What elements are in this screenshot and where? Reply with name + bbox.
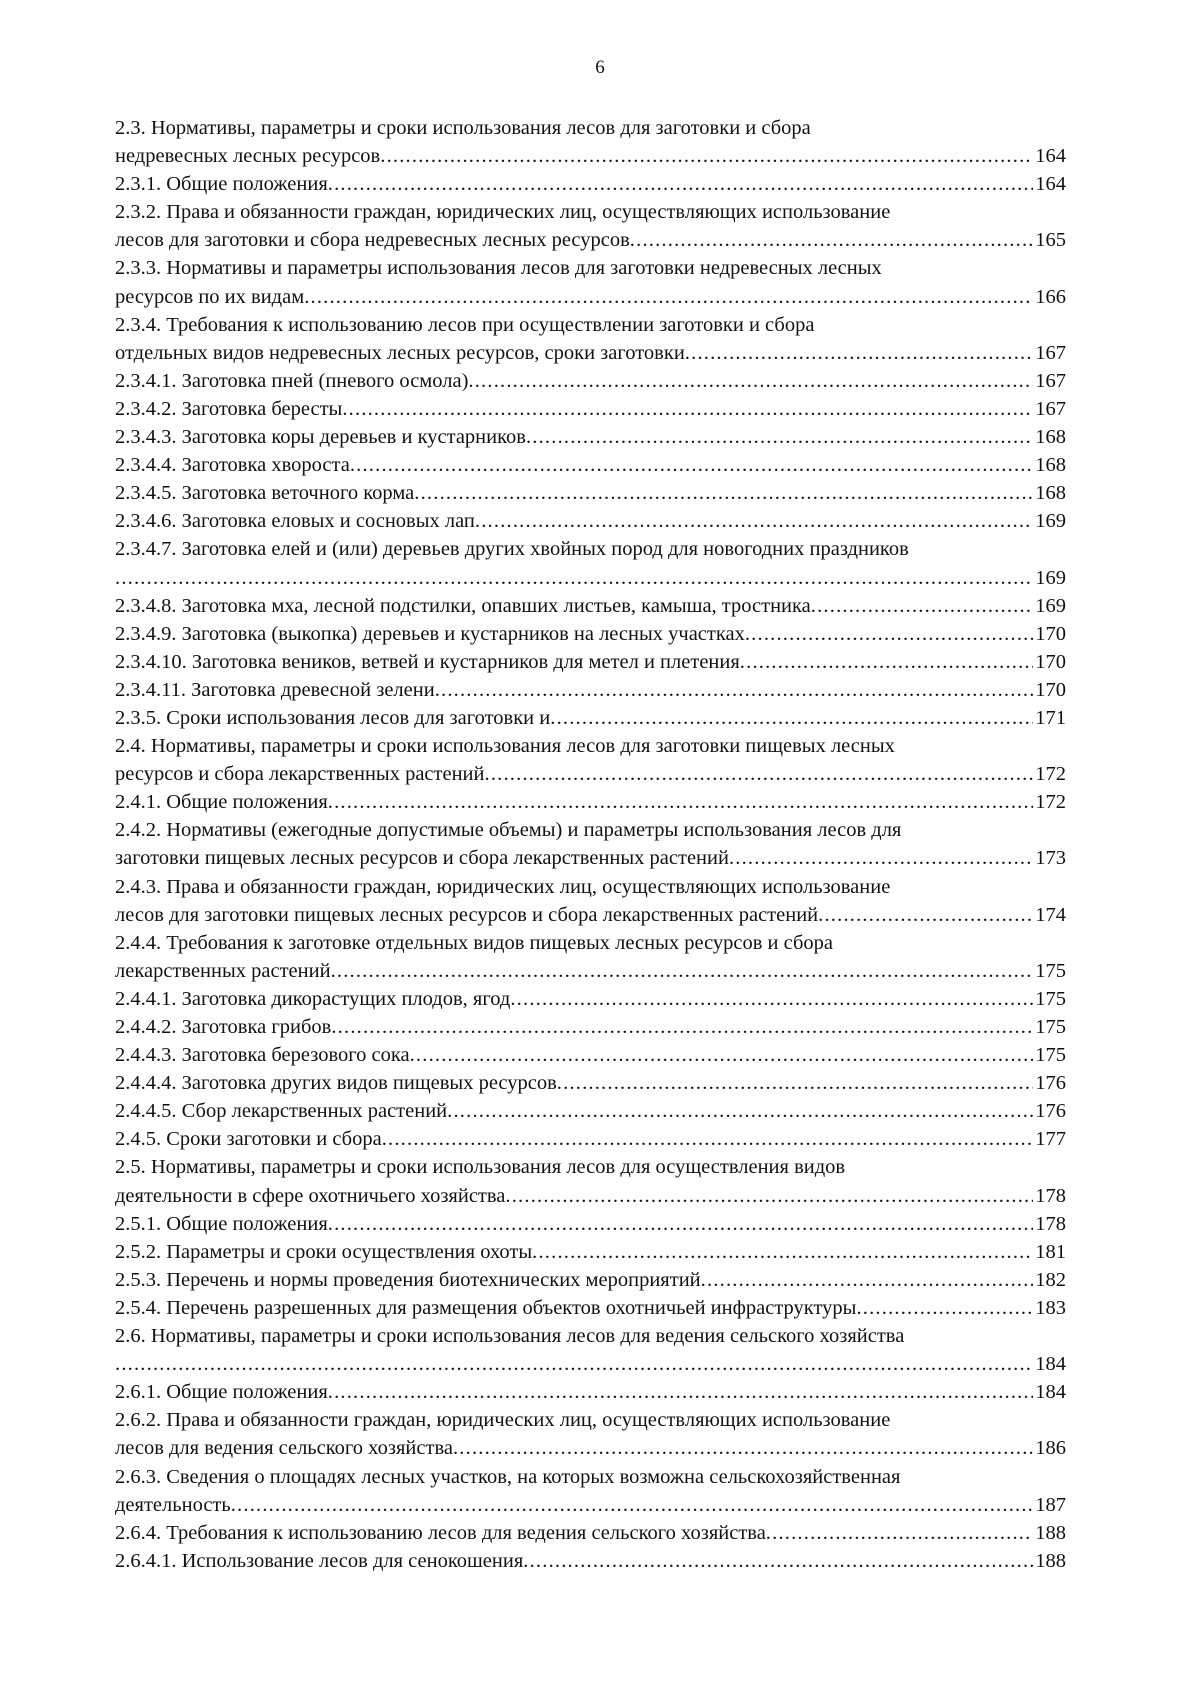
toc-entry-title-line: 2.4.5. Сроки заготовки и сбора bbox=[115, 1128, 382, 1151]
toc-entry bbox=[115, 1294, 1066, 1322]
toc-entry-last-line bbox=[115, 1013, 1066, 1041]
toc-entry-last-line bbox=[115, 1125, 1066, 1153]
dot-leader bbox=[729, 844, 1033, 872]
toc-entry bbox=[115, 704, 1066, 732]
dot-leader bbox=[811, 592, 1033, 620]
toc-entry bbox=[115, 1519, 1066, 1547]
toc-entry-title-line: 2.3.4.1. Заготовка пней (пневого осмола) bbox=[115, 369, 469, 392]
toc-entry-page-number: 188 bbox=[1035, 1549, 1066, 1572]
dot-leader bbox=[468, 367, 1033, 395]
toc-entry-last-line bbox=[115, 985, 1066, 1013]
toc-entry-last-line bbox=[115, 564, 1066, 592]
toc-entry-page-number: 173 bbox=[1035, 847, 1066, 870]
dot-leader bbox=[701, 1266, 1034, 1294]
toc-entry-title-line: 2.4.4.3. Заготовка березового сока bbox=[115, 1044, 410, 1067]
toc-entry-page-number: 176 bbox=[1035, 1072, 1066, 1095]
toc-entry bbox=[115, 114, 1066, 170]
toc-entry-last-line bbox=[115, 1547, 1066, 1575]
dot-leader bbox=[532, 1238, 1033, 1266]
toc-entry bbox=[115, 816, 1066, 872]
toc-entry-page-number: 168 bbox=[1035, 426, 1066, 449]
toc-entry-last-line bbox=[115, 1238, 1066, 1266]
dot-leader bbox=[380, 142, 1033, 170]
toc-entry-title-line: ресурсов по их видам bbox=[115, 285, 305, 308]
toc-entry-last-line bbox=[115, 142, 1066, 170]
toc-entry-title-line: 2.5.3. Перечень и нормы проведения биотехнических мероприятий bbox=[115, 1268, 701, 1291]
toc-entry-last-line bbox=[115, 1434, 1066, 1462]
toc-entry-title-line: деятельности в сфере охотничьего хозяйства bbox=[115, 1184, 506, 1207]
toc-entry-page-number: 182 bbox=[1035, 1268, 1066, 1291]
toc-entry-title-line: 2.4.3. Права и обязанности граждан, юридических лиц, осуществляющих использование bbox=[115, 875, 891, 898]
dot-leader bbox=[328, 1378, 1034, 1406]
toc-entry-title-line: 2.3.4.4. Заготовка хвороста bbox=[115, 454, 350, 477]
toc-entry-page-number: 168 bbox=[1035, 454, 1066, 477]
toc-entry-title-line: 2.3.4.7. Заготовка елей и (или) деревьев других хвойных пород для новогодних праздников bbox=[115, 538, 909, 561]
toc-entry-title-line: отдельных видов недревесных лесных ресурсов, сроки заготовки bbox=[115, 341, 685, 364]
toc-entry-last-line bbox=[115, 620, 1066, 648]
toc-entry bbox=[115, 732, 1066, 788]
toc-entry bbox=[115, 788, 1066, 816]
toc-entry-page-number: 187 bbox=[1035, 1493, 1066, 1516]
toc-entry-page-number: 169 bbox=[1035, 594, 1066, 617]
toc-entry bbox=[115, 1266, 1066, 1294]
dot-leader bbox=[350, 451, 1033, 479]
toc-entry bbox=[115, 198, 1066, 254]
toc-entry-title-line: 2.5.4. Перечень разрешенных для размещения объектов охотничьей инфраструктуры bbox=[115, 1296, 857, 1319]
toc-entry-last-line bbox=[115, 1182, 1066, 1210]
dot-leader bbox=[435, 676, 1034, 704]
toc-entry-last-line bbox=[115, 1294, 1066, 1322]
dot-leader bbox=[328, 788, 1034, 816]
toc-entry-title-line: 2.4.1. Общие положения bbox=[115, 791, 328, 814]
toc-entry-page-number: 166 bbox=[1035, 285, 1066, 308]
toc-entry-last-line bbox=[115, 760, 1066, 788]
toc-entry bbox=[115, 1153, 1066, 1209]
toc-entry bbox=[115, 254, 1066, 310]
dot-leader bbox=[526, 423, 1033, 451]
toc-entry-page-number: 172 bbox=[1035, 763, 1066, 786]
toc-entry-last-line bbox=[115, 1350, 1066, 1378]
dot-leader bbox=[745, 620, 1033, 648]
dot-leader bbox=[453, 1434, 1033, 1462]
toc-entry-last-line bbox=[115, 1097, 1066, 1125]
toc-entry-page-number: 164 bbox=[1035, 173, 1066, 196]
toc-entry bbox=[115, 592, 1066, 620]
dot-leader bbox=[510, 985, 1033, 1013]
dot-leader bbox=[818, 901, 1033, 929]
toc-entry-last-line bbox=[115, 479, 1066, 507]
toc-entry-page-number: 181 bbox=[1035, 1240, 1066, 1263]
toc-entry-last-line bbox=[115, 844, 1066, 872]
toc-entry-page-number: 164 bbox=[1035, 145, 1066, 168]
toc-entry bbox=[115, 1463, 1066, 1519]
toc-entry-page-number: 167 bbox=[1035, 341, 1066, 364]
toc-entry-last-line bbox=[115, 367, 1066, 395]
toc-entry-page-number: 175 bbox=[1035, 1016, 1066, 1038]
toc-entry-page-number: 169 bbox=[1035, 510, 1066, 533]
dot-leader bbox=[557, 1069, 1033, 1097]
dot-leader bbox=[331, 1013, 1033, 1041]
toc-entry-page-number: 175 bbox=[1035, 959, 1066, 982]
toc-entry bbox=[115, 1547, 1066, 1575]
toc-entry-page-number: 172 bbox=[1035, 791, 1066, 814]
dot-leader bbox=[115, 564, 1033, 592]
toc-entry-title-line: 2.5.1. Общие положения bbox=[115, 1212, 328, 1235]
toc-entry-last-line bbox=[115, 788, 1066, 816]
toc-entry-title-line: 2.5.2. Параметры и сроки осуществления охоты bbox=[115, 1240, 533, 1263]
toc-entry-last-line bbox=[115, 1069, 1066, 1097]
dot-leader bbox=[342, 395, 1033, 423]
toc-entry-title-line: 2.3.1. Общие положения bbox=[115, 173, 328, 196]
toc-entry-title-line: 2.4.4. Требования к заготовке отдельных видов пищевых лесных ресурсов и сбора bbox=[115, 931, 834, 954]
toc-entry-last-line bbox=[115, 704, 1066, 732]
dot-leader bbox=[304, 283, 1033, 311]
dot-leader bbox=[475, 507, 1033, 535]
toc-entry bbox=[115, 648, 1066, 676]
toc-entry-title-line: 2.3.4.11. Заготовка древесной зелени bbox=[115, 678, 435, 701]
toc-entry-title-line: 2.4.4.5. Сбор лекарственных растений bbox=[115, 1100, 448, 1123]
dot-leader bbox=[414, 479, 1033, 507]
toc-entry bbox=[115, 1125, 1066, 1153]
toc-entry-title-line: 2.6. Нормативы, параметры и сроки использования лесов для ведения сельского хозяйства bbox=[115, 1325, 905, 1348]
toc-entry bbox=[115, 1069, 1066, 1097]
toc-entry-last-line bbox=[115, 648, 1066, 676]
toc-entry-last-line bbox=[115, 283, 1066, 311]
dot-leader bbox=[630, 226, 1033, 254]
toc-entry-title-line: лесов для заготовки пищевых лесных ресурсов и сбора лекарственных растений bbox=[115, 903, 819, 926]
toc-entry bbox=[115, 1210, 1066, 1238]
toc-entry-page-number: 178 bbox=[1035, 1212, 1066, 1235]
toc-entry-title-line: 2.6.1. Общие положения bbox=[115, 1381, 328, 1404]
toc-entry-title-line: 2.3.4.5. Заготовка веточного корма bbox=[115, 482, 415, 505]
toc-entry-page-number: 168 bbox=[1035, 482, 1066, 505]
toc-entry-title-line: 2.3.4.6. Заготовка еловых и сосновых лап bbox=[115, 510, 475, 533]
toc-entry-title-line: 2.3.4.8. Заготовка мха, лесной подстилки, опавших листьев, камыша, тростника bbox=[115, 594, 811, 617]
toc-entry-page-number: 175 bbox=[1035, 987, 1066, 1010]
toc-entry-last-line bbox=[115, 1491, 1066, 1519]
toc-entry-title-line: ресурсов и сбора лекарственных растений bbox=[115, 763, 485, 786]
toc-entry-last-line bbox=[115, 226, 1066, 254]
toc-entry bbox=[115, 1322, 1066, 1378]
toc-entry-title-line: 2.4.4.2. Заготовка грибов bbox=[115, 1016, 332, 1038]
toc-entry-title-line: 2.5. Нормативы, параметры и сроки использования лесов для осуществления видов bbox=[115, 1156, 846, 1179]
toc-entry-title-line: недревесных лесных ресурсов bbox=[115, 145, 381, 168]
toc-entry-last-line bbox=[115, 1210, 1066, 1238]
toc-entry bbox=[115, 1041, 1066, 1069]
dot-leader bbox=[447, 1097, 1033, 1125]
toc-entry-page-number: 165 bbox=[1035, 229, 1066, 252]
toc-entry bbox=[115, 620, 1066, 648]
dot-leader bbox=[740, 648, 1033, 676]
toc-entry-last-line bbox=[115, 451, 1066, 479]
toc-entry bbox=[115, 367, 1066, 395]
toc-entry-title-line: 2.3.4.2. Заготовка бересты bbox=[115, 397, 343, 420]
toc-entry-last-line bbox=[115, 339, 1066, 367]
dot-leader bbox=[485, 760, 1034, 788]
toc-entry-last-line bbox=[115, 901, 1066, 929]
toc-entry-title-line: 2.3.3. Нормативы и параметры использования лесов для заготовки недревесных лесных bbox=[115, 257, 882, 280]
dot-leader bbox=[115, 1350, 1033, 1378]
toc-entry-page-number: 174 bbox=[1035, 903, 1066, 926]
toc-entry-title-line: 2.4. Нормативы, параметры и сроки использования лесов для заготовки пищевых лесных bbox=[115, 735, 895, 758]
dot-leader bbox=[231, 1491, 1034, 1519]
toc-entry-title-line: 2.6.4.1. Использование лесов для сенокошения bbox=[115, 1549, 524, 1572]
toc-entry-page-number: 186 bbox=[1035, 1437, 1066, 1460]
toc-entry-page-number: 167 bbox=[1035, 397, 1066, 420]
toc-entry-page-number: 171 bbox=[1035, 706, 1066, 729]
toc-entry-last-line bbox=[115, 592, 1066, 620]
toc-entry-title-line: 2.4.4.4. Заготовка других видов пищевых ресурсов bbox=[115, 1072, 557, 1095]
toc-entry-title-line: лекарственных растений bbox=[115, 959, 331, 982]
toc-entry bbox=[115, 929, 1066, 985]
toc-entry-page-number: 178 bbox=[1035, 1184, 1066, 1207]
toc-entry-last-line bbox=[115, 1378, 1066, 1406]
toc-entry bbox=[115, 170, 1066, 198]
toc-entry-title-line: 2.4.2. Нормативы (ежегодные допустимые объемы) и параметры использования лесов для bbox=[115, 819, 902, 842]
toc-entry-page-number: 170 bbox=[1035, 650, 1066, 673]
dot-leader bbox=[766, 1519, 1033, 1547]
toc-entry-last-line bbox=[115, 1266, 1066, 1294]
table-of-contents bbox=[115, 114, 1066, 1575]
toc-entry-title-line: 2.3.4.10. Заготовка веников, ветвей и кустарников для метел и плетения bbox=[115, 650, 740, 673]
toc-entry-title-line: 2.3.4. Требования к использованию лесов при осуществлении заготовки и сбора bbox=[115, 313, 815, 336]
toc-entry-title-line: 2.4.4.1. Заготовка дикорастущих плодов, ягод bbox=[115, 987, 511, 1010]
toc-entry-page-number: 184 bbox=[1035, 1353, 1066, 1376]
toc-entry-last-line bbox=[115, 423, 1066, 451]
toc-entry bbox=[115, 535, 1066, 591]
toc-entry-title-line: деятельность bbox=[115, 1493, 231, 1516]
dot-leader bbox=[328, 170, 1034, 198]
toc-entry-page-number: 167 bbox=[1035, 369, 1066, 392]
toc-entry bbox=[115, 1097, 1066, 1125]
toc-entry-last-line bbox=[115, 170, 1066, 198]
toc-entry-last-line bbox=[115, 676, 1066, 704]
toc-entry bbox=[115, 423, 1066, 451]
toc-entry bbox=[115, 479, 1066, 507]
toc-entry-page-number: 188 bbox=[1035, 1521, 1066, 1544]
toc-entry-title-line: 2.3.5. Сроки использования лесов для заготовки и bbox=[115, 706, 551, 729]
toc-entry bbox=[115, 1013, 1066, 1041]
toc-entry bbox=[115, 451, 1066, 479]
toc-entry-last-line bbox=[115, 507, 1066, 535]
toc-entry bbox=[115, 873, 1066, 929]
toc-entry bbox=[115, 311, 1066, 367]
toc-entry-page-number: 175 bbox=[1035, 1044, 1066, 1067]
toc-entry-page-number: 170 bbox=[1035, 622, 1066, 645]
toc-entry bbox=[115, 395, 1066, 423]
dot-leader bbox=[328, 1210, 1034, 1238]
toc-entry-last-line bbox=[115, 395, 1066, 423]
toc-entry bbox=[115, 985, 1066, 1013]
toc-entry-last-line bbox=[115, 1041, 1066, 1069]
toc-entry-title-line: лесов для ведения сельского хозяйства bbox=[115, 1437, 453, 1460]
toc-entry-title-line: 2.6.4. Требования к использованию лесов для ведения сельского хозяйства bbox=[115, 1521, 766, 1544]
dot-leader bbox=[331, 957, 1034, 985]
dot-leader bbox=[410, 1041, 1034, 1069]
toc-entry-title-line: 2.3.4.3. Заготовка коры деревьев и кустарников bbox=[115, 426, 526, 449]
toc-entry-title-line: 2.3.2. Права и обязанности граждан, юридических лиц, осуществляющих использование bbox=[115, 201, 891, 224]
toc-entry-page-number: 176 bbox=[1035, 1100, 1066, 1123]
toc-entry-page-number: 170 bbox=[1035, 678, 1066, 701]
toc-entry bbox=[115, 1238, 1066, 1266]
dot-leader bbox=[382, 1125, 1034, 1153]
toc-entry bbox=[115, 1406, 1066, 1462]
dot-leader bbox=[685, 339, 1033, 367]
toc-entry bbox=[115, 676, 1066, 704]
toc-entry bbox=[115, 1378, 1066, 1406]
toc-entry-title-line: 2.3. Нормативы, параметры и сроки использования лесов для заготовки и сбора bbox=[115, 117, 811, 139]
dot-leader bbox=[505, 1182, 1033, 1210]
toc-entry-title-line: заготовки пищевых лесных ресурсов и сбора лекарственных растений bbox=[115, 847, 729, 870]
dot-leader bbox=[856, 1294, 1033, 1322]
dot-leader bbox=[523, 1547, 1033, 1575]
toc-entry bbox=[115, 507, 1066, 535]
toc-entry-page-number: 184 bbox=[1035, 1381, 1066, 1404]
toc-entry-page-number: 169 bbox=[1035, 566, 1066, 589]
toc-entry-last-line bbox=[115, 1519, 1066, 1547]
toc-entry-title-line: 2.6.2. Права и обязанности граждан, юридических лиц, осуществляющих использование bbox=[115, 1409, 891, 1432]
toc-entry-last-line bbox=[115, 957, 1066, 985]
toc-entry-page-number: 177 bbox=[1035, 1128, 1066, 1151]
toc-entry-title-line: 2.3.4.9. Заготовка (выкопка) деревьев и кустарников на лесных участках bbox=[115, 622, 745, 645]
toc-entry-title-line: 2.6.3. Сведения о площадях лесных участков, на которых возможна сельскохозяйственная bbox=[115, 1465, 901, 1488]
toc-entry-page-number: 183 bbox=[1035, 1296, 1066, 1319]
page-number: 6 bbox=[595, 57, 605, 78]
toc-entry-title-line: лесов для заготовки и сбора недревесных лесных ресурсов bbox=[115, 229, 630, 252]
dot-leader bbox=[550, 704, 1033, 732]
